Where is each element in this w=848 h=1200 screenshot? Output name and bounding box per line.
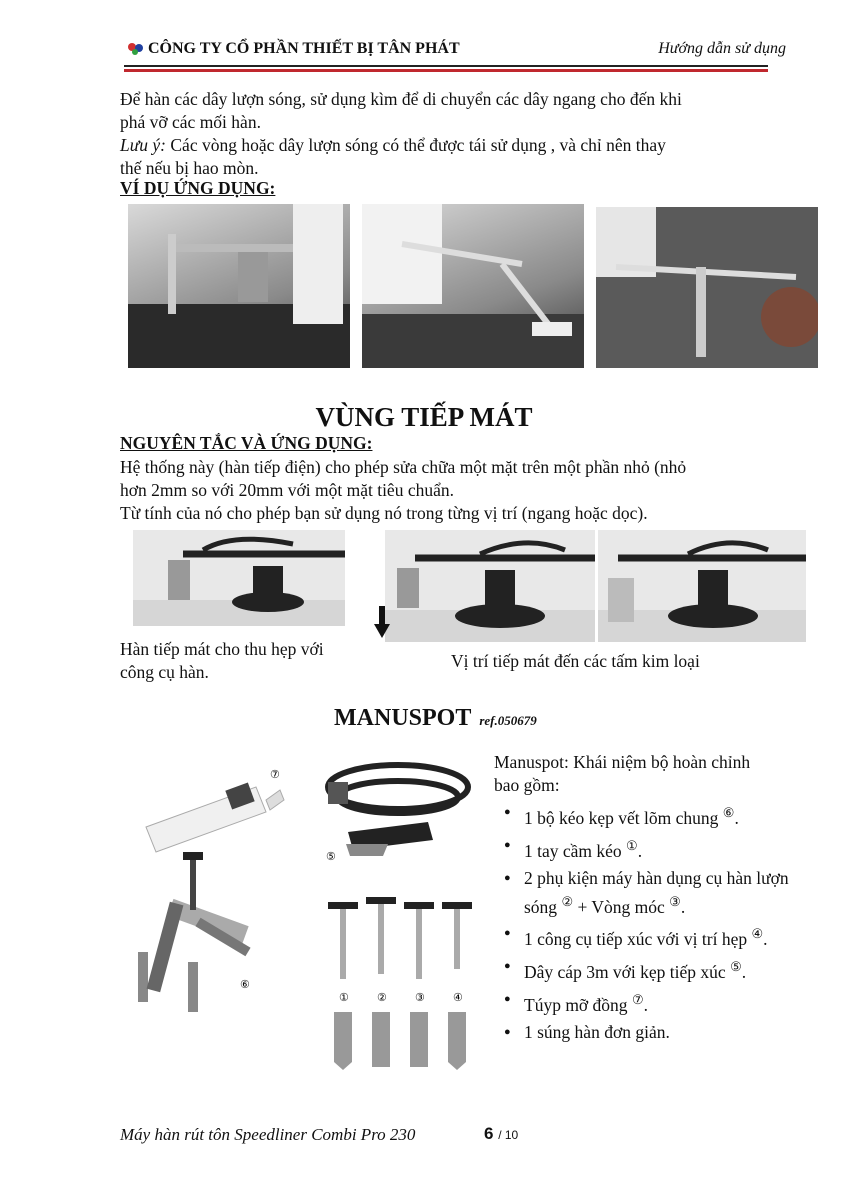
intro-paragraph xyxy=(120,88,780,180)
contact-photo-2 xyxy=(385,530,595,642)
list-item: ● Dây cáp 3m với kẹp tiếp xúc ⑤. xyxy=(494,955,814,984)
contact-position-illustration-2 xyxy=(598,530,806,642)
example-photo-3 xyxy=(596,207,818,368)
label-5: ⑤ xyxy=(326,851,336,863)
label-7: ⑦ xyxy=(270,769,280,781)
label-3: ③ xyxy=(415,992,425,1004)
manuspot-items-list xyxy=(494,801,814,1044)
note-line xyxy=(120,134,780,157)
example-photo-2 xyxy=(362,204,584,368)
manuspot-title-block xyxy=(334,705,537,732)
company-name: CÔNG TY CỔ PHẦN THIẾT BỊ TÂN PHÁT xyxy=(148,40,460,57)
down-arrow-icon xyxy=(374,606,390,638)
contact-line-2: hơn 2mm so với 20mm với một mặt tiêu chuẩn. xyxy=(120,480,454,500)
intro-line-1: Để hàn các dây lượn sóng, sử dụng kìm để di chuyển các dây ngang cho đến khi xyxy=(120,89,682,109)
contact-subheading: NGUYÊN TẮC VÀ ỨNG DỤNG: xyxy=(120,433,373,453)
manuspot-intro-2: bao gồm: xyxy=(494,775,560,795)
header-divider xyxy=(124,65,768,67)
caption-left-line-1: Hàn tiếp mát cho thu hẹp với xyxy=(120,639,324,659)
grease-tube-icon xyxy=(146,782,284,852)
manuspot-ref: ref.050679 xyxy=(479,713,537,728)
slide-hammer-illustration xyxy=(362,204,584,368)
list-item: ● Túyp mỡ đồng ⑦. xyxy=(494,988,814,1017)
company-logo-icon xyxy=(127,42,145,56)
contact-position-illustration-1 xyxy=(385,530,595,642)
puller-bar-illustration xyxy=(128,204,350,368)
page-current: 6 xyxy=(484,1124,494,1143)
list-item: ● 1 tay cầm kéo ①. xyxy=(494,834,814,863)
caption-right-text: Vị trí tiếp mát đến các tấm kim loại xyxy=(451,651,700,671)
caption-left-line-2: công cụ hàn. xyxy=(120,662,209,682)
footer-product: Máy hàn rút tôn Speedliner Combi Pro 230 xyxy=(120,1125,416,1144)
section-title-manuspot: MANUSPOT xyxy=(334,705,472,731)
list-item: ● 2 phụ kiện máy hàn dụng cụ hàn lượn sóng ② + Vòng móc ③. xyxy=(494,867,814,919)
list-item: ● 1 bộ kéo kẹp vết lõm chung ⑥. xyxy=(494,801,814,830)
list-item: ● 1 súng hàn đơn giản. xyxy=(494,1021,814,1044)
label-2: ② xyxy=(377,992,387,1004)
note-text: Các vòng hoặc dây lượn sóng có thể được tái sử dụng , và chỉ nên thay xyxy=(166,135,666,155)
page-total: / 10 xyxy=(498,1128,519,1142)
manuspot-intro-1: Manuspot: Khái niệm bộ hoàn chỉnh xyxy=(494,752,751,772)
note-label: Lưu ý: xyxy=(120,135,166,155)
contact-line-1: Hệ thống này (hàn tiếp điện) cho phép sửa chữa một mặt trên một phần nhỏ (nhỏ xyxy=(120,457,687,477)
weld-tools-icon xyxy=(328,897,472,1070)
manuspot-kit-figure xyxy=(128,752,480,1072)
note-line-2: thế nếu bị hao mòn. xyxy=(120,158,259,178)
document-type: Hướng dẫn sử dụng xyxy=(658,40,786,57)
example-photo-1 xyxy=(128,204,350,368)
cable-clamp-icon xyxy=(328,765,468,856)
lever-tool-illustration xyxy=(596,207,818,368)
contact-photo-3 xyxy=(598,530,806,642)
label-1: ① xyxy=(339,992,349,1004)
header-divider-red xyxy=(124,69,768,72)
contact-paragraph xyxy=(120,456,800,525)
examples-heading: VÍ DỤ ỨNG DỤNG: xyxy=(120,178,276,198)
intro-line-2: phá vỡ các mối hàn. xyxy=(120,112,261,132)
manuspot-description xyxy=(494,751,814,1048)
page-number xyxy=(484,1124,518,1144)
label-4: ④ xyxy=(453,992,463,1004)
dent-puller-icon xyxy=(138,852,249,1012)
manuspot-kit-illustration xyxy=(128,752,480,1072)
contact-caption-right xyxy=(451,650,700,673)
contact-tool-illustration xyxy=(133,530,345,626)
contact-line-3: Từ tính của nó cho phép bạn sử dụng nó trong từng vị trí (ngang hoặc dọc). xyxy=(120,503,648,523)
contact-photo-1 xyxy=(133,530,345,626)
section-title-contact: VÙNG TIẾP MÁT xyxy=(315,402,533,432)
list-item: ● 1 công cụ tiếp xúc với vị trí hẹp ④. xyxy=(494,922,814,951)
contact-caption-left xyxy=(120,638,380,684)
label-6: ⑥ xyxy=(240,979,250,991)
